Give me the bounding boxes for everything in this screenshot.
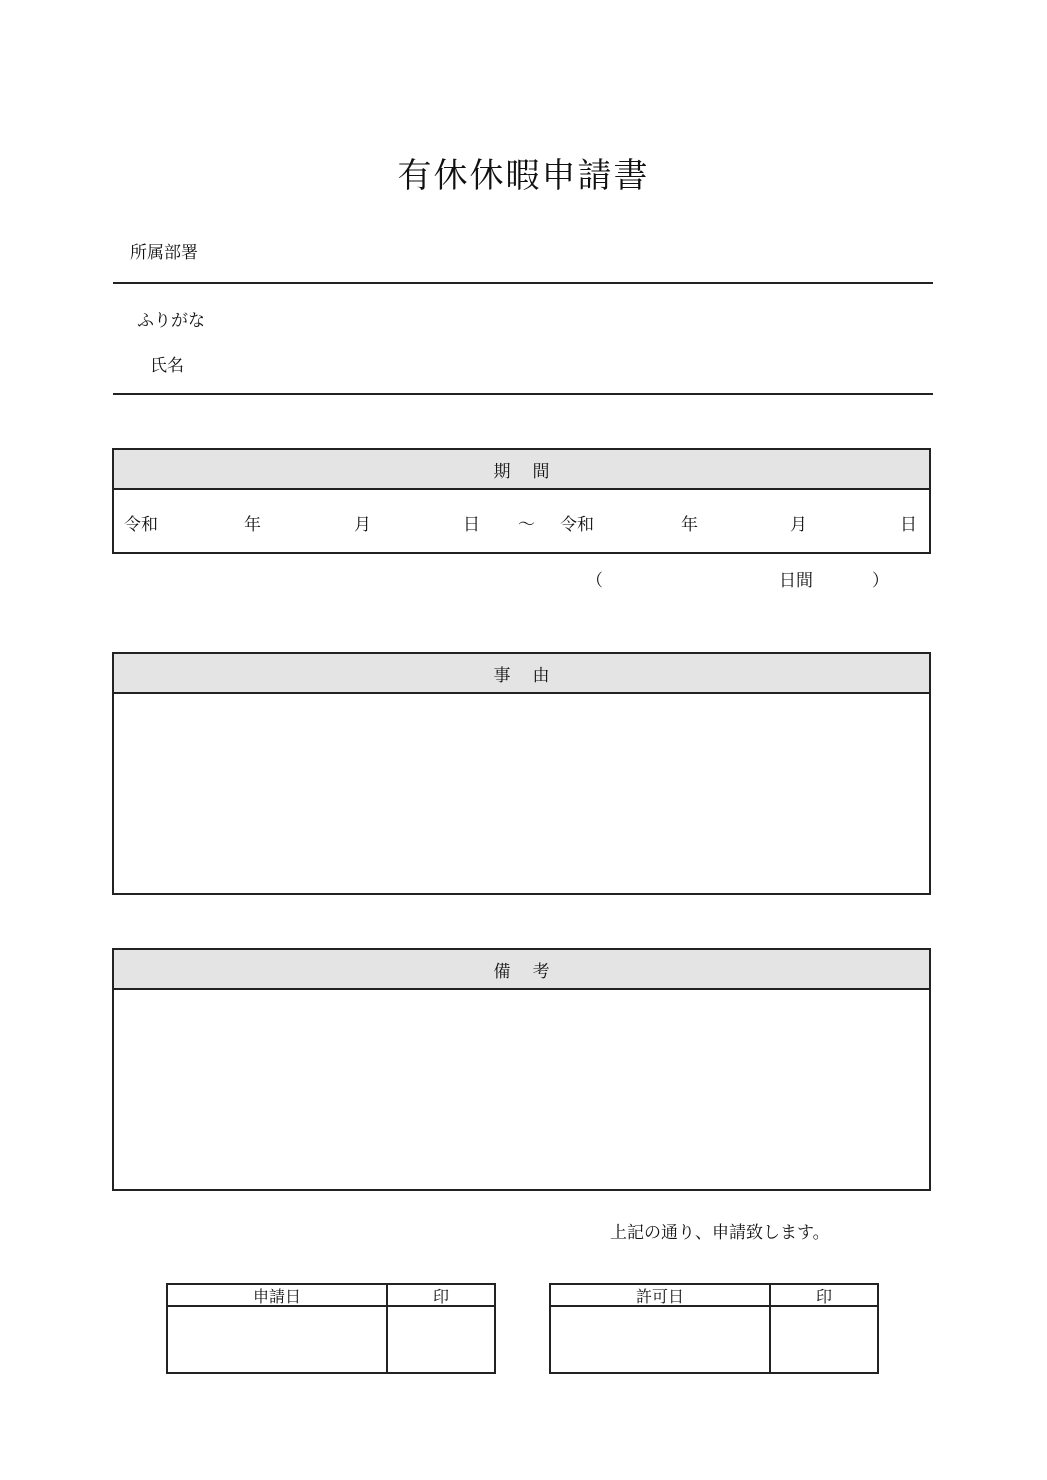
divider: [113, 282, 933, 284]
approval-stamp-box: [549, 1283, 879, 1374]
day-end: 日: [900, 515, 917, 535]
period-header: 期間: [114, 450, 929, 490]
furigana-field[interactable]: [230, 300, 920, 332]
remarks-box: [112, 948, 931, 1191]
remarks-field[interactable]: [114, 990, 929, 1189]
application-seal-label: 印: [388, 1285, 494, 1307]
approval-date-label: 許可日: [551, 1285, 769, 1307]
month-start: 月: [354, 515, 371, 535]
era-start: 令和: [124, 515, 158, 535]
approval-date-field[interactable]: [551, 1307, 769, 1372]
year-end: 年: [681, 515, 698, 535]
application-stamp-box: [166, 1283, 496, 1374]
divider: [113, 393, 933, 395]
application-date-field[interactable]: [168, 1307, 386, 1372]
period-box: [112, 448, 931, 554]
page-title: 有休休暇申請書: [397, 156, 650, 196]
year-start: 年: [244, 515, 261, 535]
approval-seal-field[interactable]: [771, 1307, 877, 1372]
statement: 上記の通り、申請致します。: [610, 1223, 830, 1243]
month-end: 月: [790, 515, 807, 535]
tilde: ～: [518, 515, 535, 535]
era-end: 令和: [560, 515, 594, 535]
remarks-header: 備考: [114, 950, 929, 990]
reason-field[interactable]: [114, 694, 929, 893]
application-seal-field[interactable]: [388, 1307, 494, 1372]
days-open: （: [586, 571, 603, 591]
day-start: 日: [463, 515, 480, 535]
name-label: 氏名: [150, 356, 184, 376]
period-row[interactable]: [114, 490, 929, 552]
furigana-label: ふりがな: [137, 311, 205, 331]
reason-header: 事由: [114, 654, 929, 694]
name-field[interactable]: [230, 340, 920, 384]
department-label: 所属部署: [130, 243, 198, 263]
approval-seal-label: 印: [771, 1285, 877, 1307]
department-field[interactable]: [230, 228, 920, 272]
application-date-label: 申請日: [168, 1285, 386, 1307]
reason-box: [112, 652, 931, 895]
days-label: 日間: [779, 571, 813, 591]
days-close: ）: [872, 571, 889, 591]
